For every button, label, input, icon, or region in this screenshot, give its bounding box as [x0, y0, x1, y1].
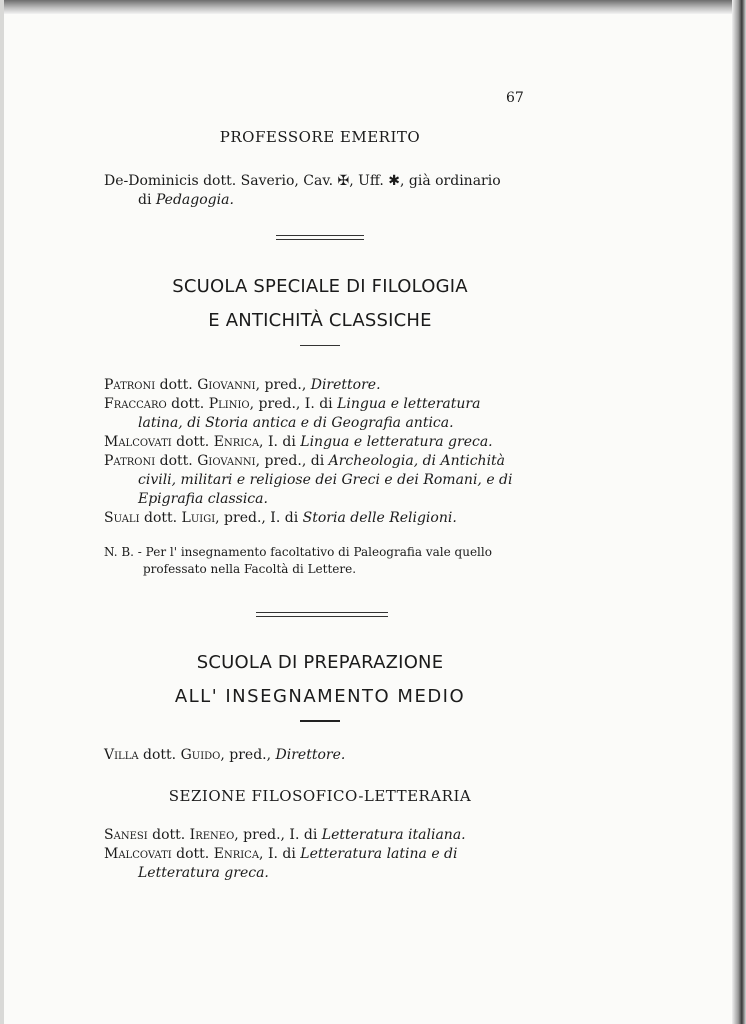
entry-surname: Patroni [104, 377, 156, 393]
divider-double [276, 235, 364, 240]
heading-scuola-filologia-1: SCUOLA SPECIALE DI FILOLOGIA [172, 276, 468, 297]
heading-scuola-preparazione-2: ALL' INSEGNAMENTO MEDIO [174, 686, 466, 707]
entry-rank: , pred., [255, 377, 311, 393]
entry-rank: , pred., I. di [215, 510, 303, 526]
scan-top-edge [0, 0, 746, 14]
entry-rank: , pred., [220, 747, 276, 763]
heading-scuola-filologia-2: E ANTICHITÀ CLASSICHE [208, 310, 432, 331]
entry-title: dott. [138, 747, 181, 763]
entry-patroni-2 [104, 452, 536, 509]
scan-left-edge [0, 0, 4, 1024]
entry-continuation-2: Epigrafia classica. [138, 491, 268, 507]
entry-de-dominicis [104, 172, 536, 210]
entry-title: dott. [171, 846, 214, 862]
entry-firstname: Giovanni [197, 377, 256, 393]
entry-role: Direttore. [310, 377, 381, 393]
heading-scuola-preparazione-1: SCUOLA DI PREPARAZIONE [196, 652, 444, 673]
page-number: 67 [506, 90, 524, 106]
entry-role: Lingua e letteratura [337, 396, 481, 412]
entry-line1: De-Dominicis dott. Saverio, Cav. ✠, Uff. ✱, già ordinario [104, 173, 501, 189]
entry-rank: , I. di [259, 434, 301, 450]
entry-malcovati-2 [104, 845, 536, 883]
entry-role: Lingua e letteratura greca. [300, 434, 493, 450]
heading-sezione-filosofico-letteraria: SEZIONE FILOSOFICO-LETTERARIA [168, 787, 472, 805]
entry-surname: Villa [104, 747, 139, 763]
entry-title: dott. [155, 377, 198, 393]
entry-role: Letteratura italiana. [321, 827, 466, 843]
entry-rank: , pred., di [255, 453, 329, 469]
entry-firstname: Guido [180, 747, 221, 763]
entry-line2-prefix: di [138, 192, 156, 208]
entry-role: Direttore. [275, 747, 346, 763]
entry-title: dott. [155, 453, 198, 469]
entry-title: dott. [171, 434, 214, 450]
entry-firstname: Plinio [208, 396, 250, 412]
entry-surname: Fraccaro [104, 396, 167, 412]
entry-firstname: Luigi [181, 510, 216, 526]
entry-title: dott. [147, 827, 190, 843]
scan-right-edge [732, 0, 746, 1024]
entry-continuation: latina, di Storia antica e di Geografia antica. [138, 415, 454, 431]
entry-sanesi [104, 826, 536, 845]
nota-bene [104, 544, 536, 578]
entry-rank: , pred., I. di [234, 827, 322, 843]
divider-double-2 [256, 612, 388, 617]
entry-role: Letteratura latina e di [300, 846, 458, 862]
entry-rank: , I. di [259, 846, 301, 862]
entry-title: dott. [166, 396, 209, 412]
entry-patroni-1 [104, 376, 536, 395]
entry-firstname: Enrica [213, 846, 260, 862]
divider-short [300, 345, 340, 346]
entry-continuation: civili, militari e religiose dei Greci e dei Romani, e di [138, 472, 513, 488]
entry-surname: Patroni [104, 453, 156, 469]
nota-bene-line1: N. B. - Per l' insegnamento facoltativo di Paleografia vale quello [104, 545, 492, 559]
entry-list-filologia [104, 376, 536, 528]
entry-line2-subject: Pedagogia. [155, 192, 234, 208]
entry-surname: Sanesi [104, 827, 148, 843]
entry-firstname: Enrica [213, 434, 260, 450]
entry-role: Storia delle Religioni. [302, 510, 457, 526]
heading-professore-emerito: PROFESSORE EMERITO [219, 128, 421, 146]
entry-surname: Suali [104, 510, 140, 526]
entry-suali [104, 509, 536, 528]
entry-continuation: Letteratura greca. [138, 865, 269, 881]
entry-malcovati-1 [104, 433, 536, 452]
divider-thick [300, 720, 340, 722]
entry-line2 [104, 191, 536, 210]
entry-villa [104, 746, 536, 765]
entry-firstname: Ireneo [189, 827, 235, 843]
entry-surname: Malcovati [104, 846, 172, 862]
entry-firstname: Giovanni [197, 453, 256, 469]
nota-bene-line2: professato nella Facoltà di Lettere. [143, 562, 357, 576]
entry-role: Archeologia, di Antichità [328, 453, 506, 469]
entry-list-preparazione [104, 826, 536, 883]
entry-rank: , pred., I. di [249, 396, 338, 412]
entry-fraccaro [104, 395, 536, 433]
entry-title: dott. [139, 510, 182, 526]
entry-surname: Malcovati [104, 434, 172, 450]
